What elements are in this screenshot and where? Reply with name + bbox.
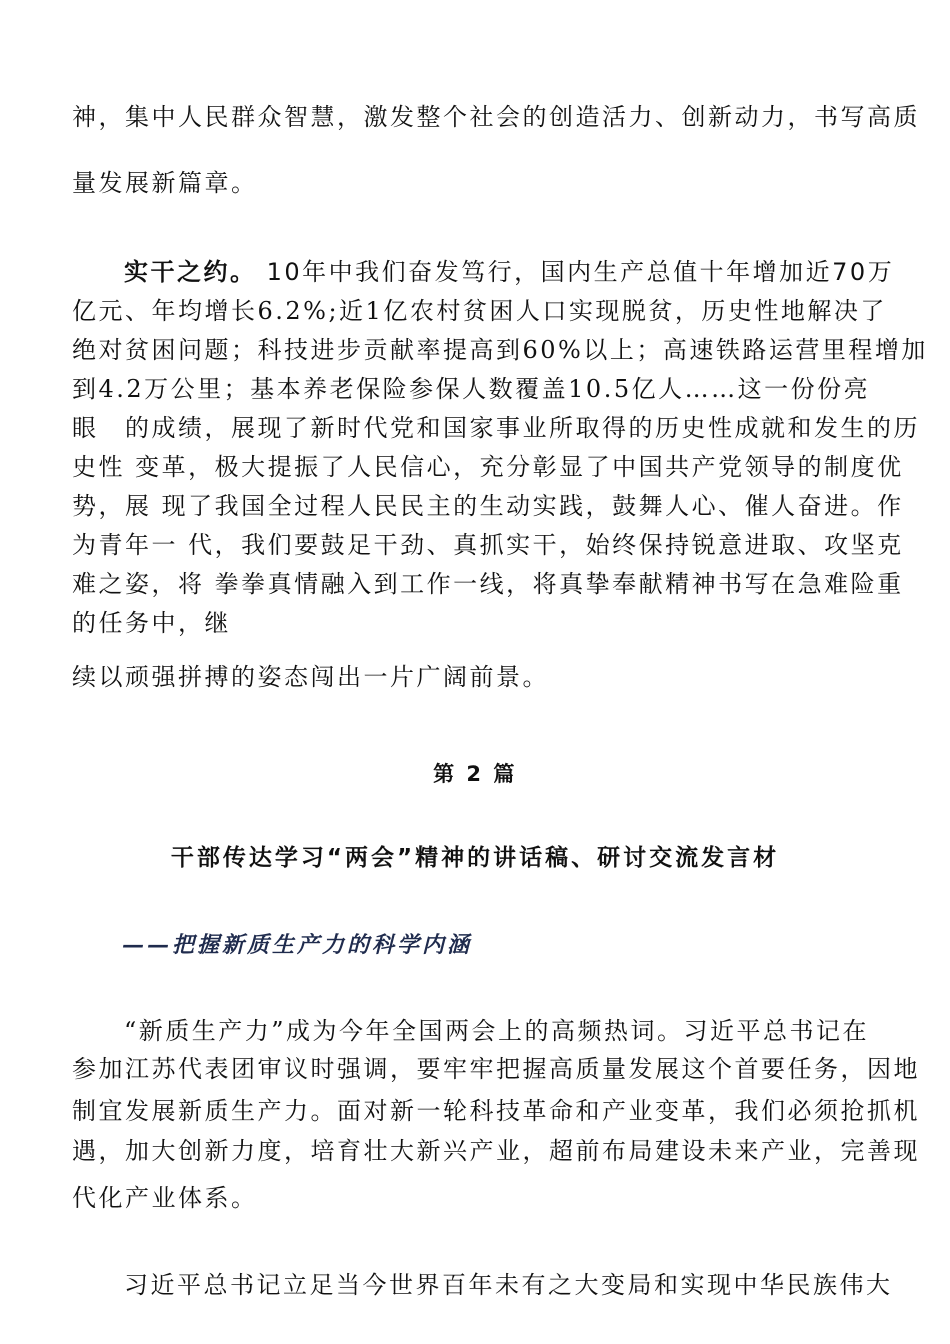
paragraph-2-line-10: 的任务中，继 [72,609,231,637]
paragraph-4-line-1: 习近平总书记立足当今世界百年未有之大变局和实现中华民族伟大 [124,1271,893,1299]
paragraph-2-line-8: 为青年一 代，我们要鼓足干劲、真抓实干，始终保持锐意进取、攻坚克 [72,531,904,559]
paragraph-3-line-2: 参加江苏代表团审议时强调，要牢牢把握高质量发展这个首要任务，因地 [72,1055,920,1083]
paragraph-2-line-1-text: 10年中我们奋发笃行，国内生产总值十年增加近70万 [256,258,895,286]
section-label: 第 2 篇 [433,762,517,786]
paragraph-2-line-11: 续以顽强拼搏的姿态闯出一片广阔前景。 [72,663,549,691]
paragraph-2-lead: 实干之约。 [124,258,257,286]
paragraph-3-line-4: 遇，加大创新力度，培育壮大新兴产业，超前布局建设未来产业，完善现 [72,1137,920,1165]
paragraph-2-line-3: 绝对贫困问题；科技进步贡献率提高到60%以上；高速铁路运营里程增加 [72,336,928,364]
paragraph-3-line-1: “新质生产力”成为今年全国两会上的高频热词。习近平总书记在 [124,1017,870,1045]
paragraph-1-line-2: 量发展新篇章。 [72,169,258,197]
paragraph-2-line-6: 史性 变革，极大提振了人民信心，充分彰显了中国共产党领导的制度优 [72,453,904,481]
paragraph-3-line-3: 制宜发展新质生产力。面对新一轮科技革命和产业变革，我们必须抢抓机 [72,1097,920,1125]
paragraph-2-line-7: 势，展 现了我国全过程人民民主的生动实践，鼓舞人心、催人奋进。作 [72,492,904,520]
paragraph-2-line-2: 亿元、年均增长6.2%;近1亿农村贫困人口实现脱贫，历史性地解决了 [72,297,887,325]
paragraph-2-line-4: 到4.2万公里；基本养老保险参保人数覆盖10.5亿人……这一份份亮 [72,375,871,403]
paragraph-2-line-1 [124,255,932,289]
paragraph-2-line-9: 难之姿，将 拳拳真情融入到工作一线，将真挚奉献精神书写在急难险重 [72,570,904,598]
section-title: 干部传达学习“两会”精神的讲话稿、研讨交流发言材 [170,845,780,871]
paragraph-2-line-5: 眼 的成绩，展现了新时代党和国家事业所取得的历史性成就和发生的历 [72,414,920,442]
section-subtitle: ——把握新质生产力的科学内涵 [122,932,473,958]
paragraph-3-line-5: 代化产业体系。 [72,1184,258,1212]
paragraph-1-line-1: 神，集中人民群众智慧，激发整个社会的创造活力、创新动力，书写高质 [72,103,920,131]
